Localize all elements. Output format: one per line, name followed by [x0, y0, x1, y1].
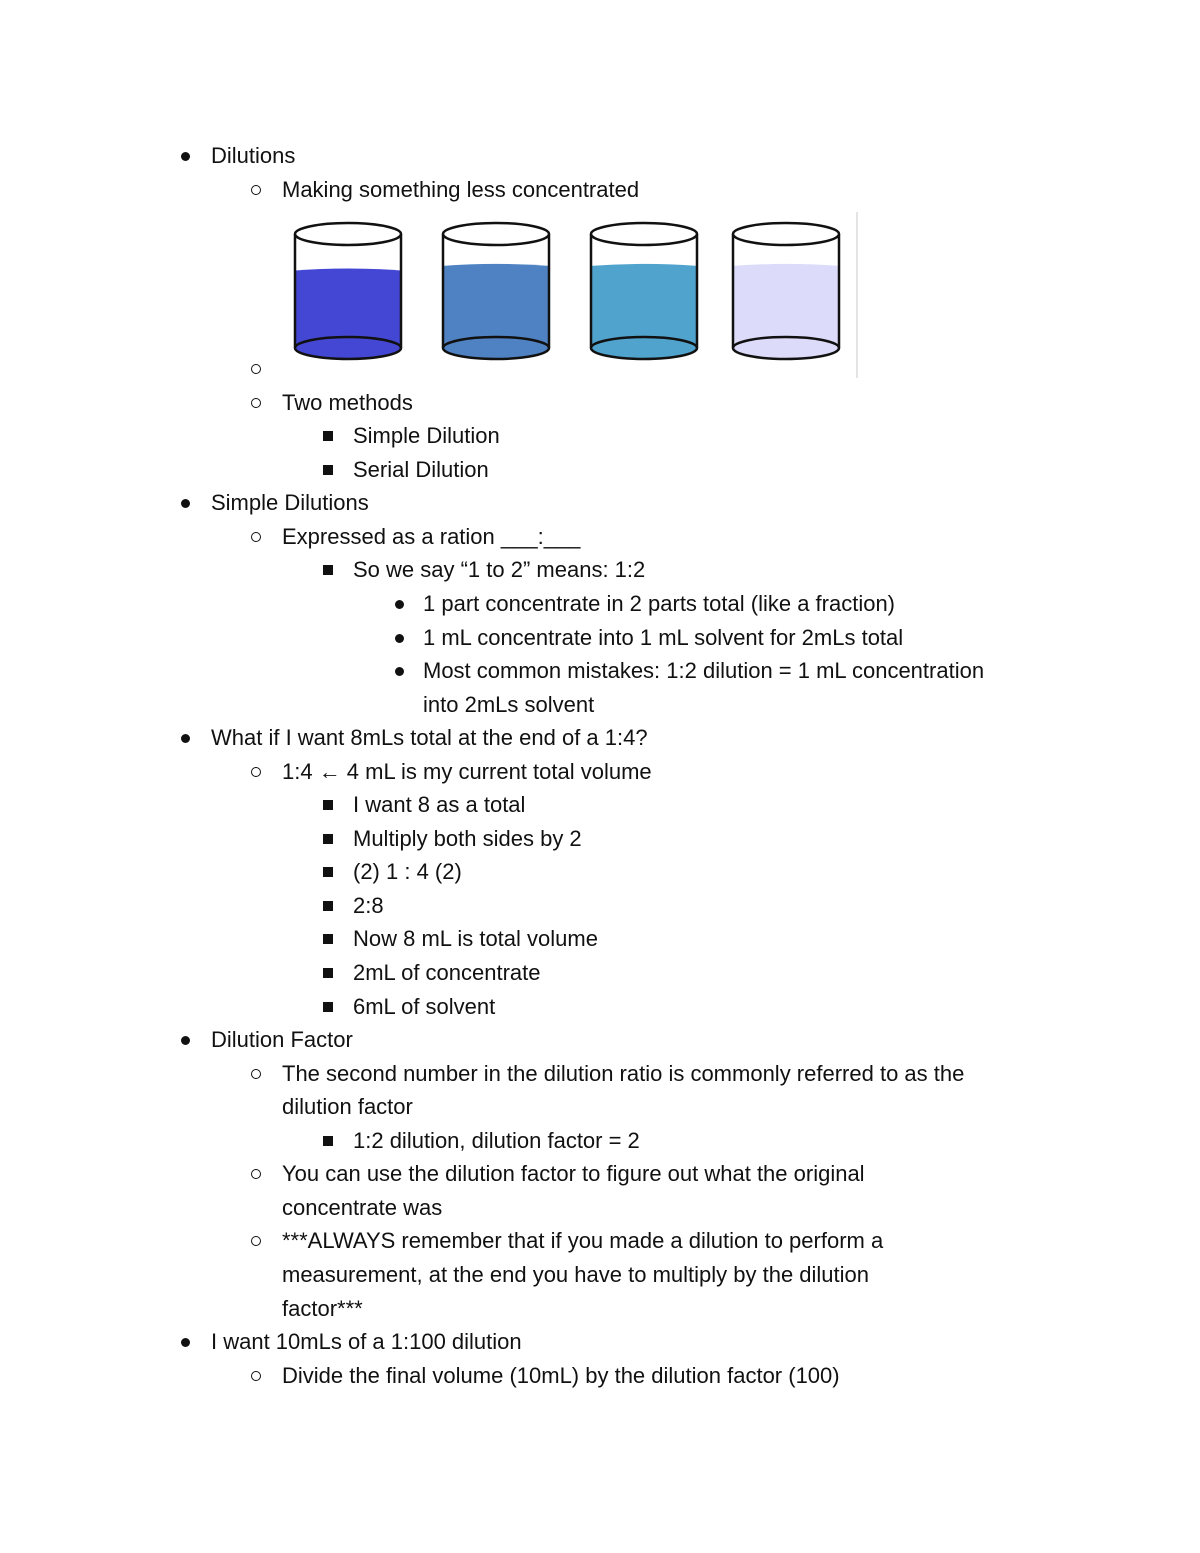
- line-text: 1 mL concentrate into 1 mL solvent for 2mLs total: [423, 624, 904, 650]
- beaker-2: [443, 223, 549, 359]
- line-text: concentrate was: [282, 1194, 443, 1220]
- outline-line: [0, 990, 1200, 1024]
- outline-line: [0, 1325, 1200, 1359]
- line-text: 1:2 dilution, dilution factor = 2: [353, 1127, 640, 1153]
- hollow-bullet-icon: [246, 1057, 276, 1091]
- square-bullet-icon: [317, 956, 347, 990]
- line-text: factor***: [282, 1295, 363, 1321]
- line-text: I want 8 as a total: [353, 792, 526, 818]
- square-bullet-icon: [317, 990, 347, 1024]
- outline-line: [0, 621, 1200, 655]
- beaker-rim: [591, 223, 697, 245]
- line-text: Two methods: [282, 389, 413, 415]
- outline-line: [0, 1023, 1200, 1057]
- outline-line: [0, 520, 1200, 554]
- filled-bullet-icon: [174, 139, 204, 173]
- filled-bullet-icon: [174, 1023, 204, 1057]
- outline-line: [0, 1224, 1200, 1258]
- hollow-bullet-icon: [246, 173, 276, 207]
- line-text: Now 8 mL is total volume: [353, 926, 598, 952]
- line-text: 2mL of concentrate: [353, 960, 541, 985]
- square-bullet-icon: [317, 788, 347, 822]
- line-text: 2:8: [353, 892, 384, 918]
- line-text: 6mL of solvent: [353, 993, 496, 1019]
- line-text: (2) 1 : 4 (2): [353, 859, 462, 885]
- outline-line: [0, 1057, 1200, 1091]
- line-text: 1:4 ← 4 mL is my current total volume: [282, 758, 652, 784]
- line-text: Serial Dilution: [353, 456, 489, 482]
- outline-line: [0, 1359, 1200, 1393]
- line-text: What if I want 8mLs total at the end of a 1:4?: [211, 725, 648, 751]
- outline-line: [0, 453, 1200, 487]
- outline-line: [0, 1292, 1200, 1326]
- line-text: measurement, at the end you have to multiply by the dilution: [282, 1261, 870, 1287]
- outline-line: [0, 352, 1200, 386]
- hollow-bullet-icon: [246, 1224, 276, 1258]
- square-bullet-icon: [317, 453, 347, 487]
- outline-line: [0, 788, 1200, 822]
- outline-line: [0, 419, 1200, 453]
- outline-line: [0, 654, 1200, 688]
- filled-bullet-icon: [388, 654, 418, 688]
- outline-line: [0, 587, 1200, 621]
- filled-bullet-icon: [174, 721, 204, 755]
- line-text: Simple Dilutions: [211, 490, 369, 516]
- outline-line: [0, 1191, 1200, 1225]
- hollow-bullet-icon: [246, 352, 276, 386]
- filled-bullet-icon: [174, 1325, 204, 1359]
- square-bullet-icon: [317, 889, 347, 923]
- outline-line: [0, 1258, 1200, 1292]
- beaker-1: [295, 223, 401, 359]
- hollow-bullet-icon: [246, 520, 276, 554]
- line-text: So we say “1 to 2” means: 1:2: [353, 557, 646, 583]
- beaker-rim: [733, 223, 839, 245]
- outline-line: [0, 822, 1200, 856]
- line-text: Divide the final volume (10mL) by the dilution factor (100): [282, 1362, 840, 1388]
- outline-line: [0, 553, 1200, 587]
- line-text: I want 10mLs of a 1:100 dilution: [211, 1329, 522, 1355]
- hollow-bullet-icon: [246, 1359, 276, 1393]
- outline-line: [0, 386, 1200, 420]
- square-bullet-icon: [317, 855, 347, 889]
- beaker-4: [733, 223, 839, 359]
- line-text: Expressed as a ration ___:___: [282, 523, 581, 549]
- filled-bullet-icon: [388, 621, 418, 655]
- outline-line: [0, 173, 1200, 207]
- hollow-bullet-icon: [246, 755, 276, 789]
- outline-line: [0, 688, 1200, 722]
- filled-bullet-icon: [388, 587, 418, 621]
- square-bullet-icon: [317, 922, 347, 956]
- square-bullet-icon: [317, 1124, 347, 1158]
- line-text: Simple Dilution: [353, 423, 500, 449]
- outline-line: [0, 1090, 1200, 1124]
- line-text: into 2mLs solvent: [423, 691, 595, 717]
- outline-line: [0, 922, 1200, 956]
- line-text: dilution factor: [282, 1094, 413, 1120]
- line-text: Making something less concentrated: [282, 176, 640, 202]
- line-text: Most common mistakes: 1:2 dilution = 1 mL concentration: [423, 658, 985, 684]
- line-text: Dilution Factor: [211, 1027, 353, 1053]
- outline-line: [0, 1124, 1200, 1158]
- outline-line: [0, 139, 1200, 173]
- hollow-bullet-icon: [246, 1157, 276, 1191]
- line-text: ***ALWAYS remember that if you made a dilution to perform a: [282, 1228, 884, 1254]
- square-bullet-icon: [317, 822, 347, 856]
- hollow-bullet-icon: [246, 386, 276, 420]
- line-text: Dilutions: [211, 143, 296, 168]
- outline-line: [0, 855, 1200, 889]
- beaker-3: [591, 223, 697, 359]
- filled-bullet-icon: [174, 486, 204, 520]
- line-text: You can use the dilution factor to figure out what the original: [282, 1161, 865, 1187]
- square-bullet-icon: [317, 419, 347, 453]
- line-text: Multiply both sides by 2: [353, 825, 582, 851]
- square-bullet-icon: [317, 553, 347, 587]
- outline-line: [0, 486, 1200, 520]
- outline-line: [0, 721, 1200, 755]
- outline-line: [0, 755, 1200, 789]
- line-text: The second number in the dilution ratio is commonly referred to as the: [282, 1060, 965, 1086]
- beaker-rim: [295, 223, 401, 245]
- outline-line: [0, 1157, 1200, 1191]
- outline-line: [0, 956, 1200, 990]
- line-text: 1 part concentrate in 2 parts total (like a fraction): [423, 590, 896, 616]
- beaker-rim: [443, 223, 549, 245]
- outline-line: [0, 889, 1200, 923]
